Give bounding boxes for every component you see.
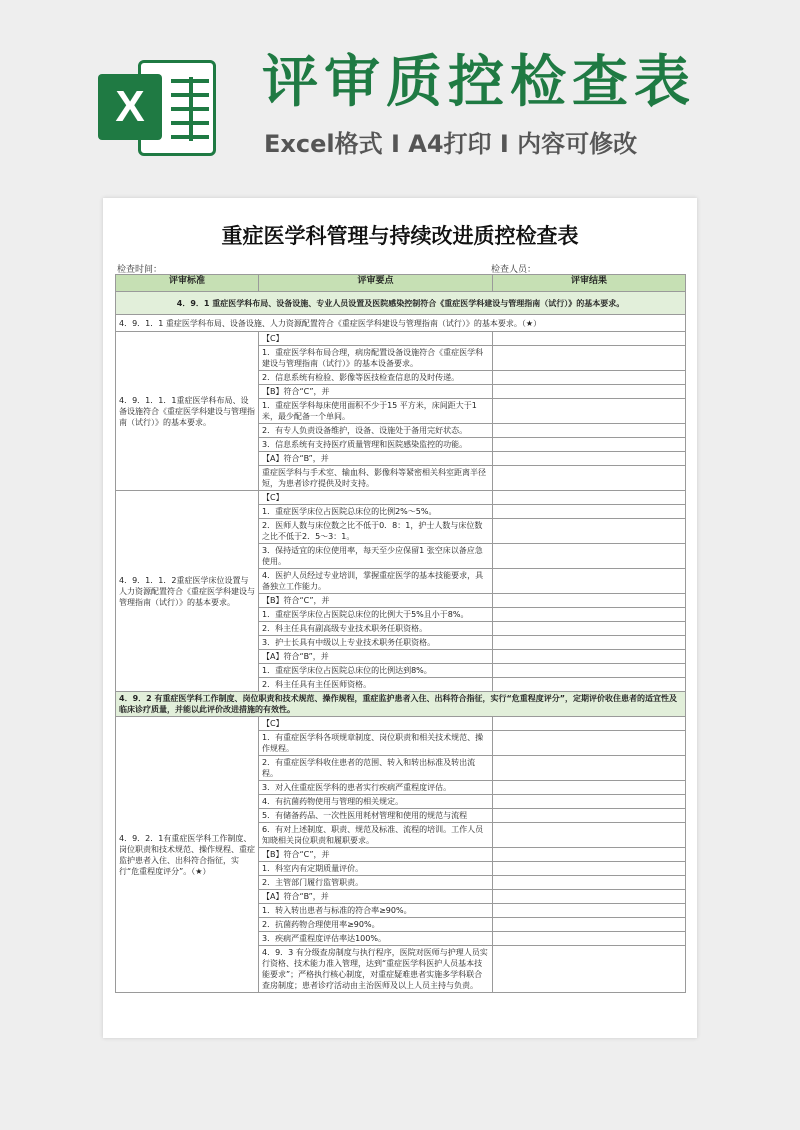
check-time-label: 检查时间： — [117, 265, 163, 275]
document-title: 重症医学科管理与持续改进质控检查表 — [221, 224, 579, 248]
result-cell[interactable] — [493, 678, 686, 692]
result-cell[interactable] — [493, 918, 686, 932]
result-cell[interactable] — [493, 862, 686, 876]
point-cell: 【B】符合“C”，并 — [259, 385, 493, 399]
result-cell[interactable] — [493, 848, 686, 862]
point-cell: 重症医学科与手术室、输血科、影像科等紧密相关科室距离半径短，为患者诊疗提供及时支持。 — [259, 466, 493, 491]
result-cell[interactable] — [493, 809, 686, 823]
logo-letter: X — [98, 74, 162, 140]
subsection-heading: 4．9．1．1 重症医学科布局、设备设施、人力资源配置符合《重症医学科建设与管理指南（试行）》的基本要求。（★） — [116, 315, 686, 332]
result-cell[interactable] — [493, 385, 686, 399]
point-cell: 3．护士长具有中级以上专业技术职务任职资格。 — [259, 636, 493, 650]
point-cell: 【C】 — [259, 717, 493, 731]
banner — [0, 0, 800, 190]
section-row — [116, 692, 686, 717]
excel-logo-icon — [98, 52, 218, 164]
result-cell[interactable] — [493, 756, 686, 781]
table-row — [116, 332, 686, 346]
point-cell: 3．保持适宜的床位使用率，每天至少应保留1 张空床以备应急使用。 — [259, 544, 493, 569]
document-page — [103, 198, 697, 1038]
result-cell[interactable] — [493, 717, 686, 731]
point-cell: 【A】符合“B”，并 — [259, 890, 493, 904]
result-cell[interactable] — [493, 438, 686, 452]
point-cell: 1．重症医学床位占医院总床位的比例2%～5%。 — [259, 505, 493, 519]
result-cell[interactable] — [493, 876, 686, 890]
section-heading: 4．9．1 重症医学科布局、设备设施、专业人员设置及医院感染控制符合《重症医学科建设与管理指南（试行）》的基本要求。 — [116, 292, 686, 315]
point-cell: 6．有对上述制度、职责、规范及标准、流程的培训。工作人员知晓相关岗位职责和履职要求。 — [259, 823, 493, 848]
section-heading: 4．9．2 有重症医学科工作制度、岗位职责和技术规范、操作规程，重症监护患者入住、出科符合指征，实行“危重程度评分”，定期评价收住患者的适宜性及临床诊疗质量，并能以此评价改进措施的有效性。 — [116, 692, 686, 717]
point-cell: 2．科主任具有副高级专业技术职务任职资格。 — [259, 622, 493, 636]
point-cell: 5．有储备药品、一次性医用耗材管理和使用的规范与流程 — [259, 809, 493, 823]
result-cell[interactable] — [493, 781, 686, 795]
column-header: 评审要点 — [259, 275, 493, 292]
column-header: 评审结果 — [493, 275, 686, 292]
point-cell: 2．科主任具有主任医师资格。 — [259, 678, 493, 692]
point-cell: 2．信息系统有检验、影像等医技检查信息的及时传递。 — [259, 371, 493, 385]
result-cell[interactable] — [493, 890, 686, 904]
point-cell: 【B】符合“C”，并 — [259, 594, 493, 608]
point-cell: 1．重症医学科每床使用面积不少于15 平方米，床间距大于1米，最少配备一个单间。 — [259, 399, 493, 424]
result-cell[interactable] — [493, 466, 686, 491]
table-body — [116, 292, 686, 993]
result-cell[interactable] — [493, 731, 686, 756]
result-cell[interactable] — [493, 519, 686, 544]
result-cell[interactable] — [493, 650, 686, 664]
criterion-cell: 4．9．2．1有重症医学科工作制度、岗位职责和技术规范、操作规程、重症监护患者入住、出科符合指征，实行“危重程度评分”。（★） — [116, 717, 259, 993]
result-cell[interactable] — [493, 544, 686, 569]
point-cell: 2．有专人负责设备维护，设备、设施处于备用完好状态。 — [259, 424, 493, 438]
inspector-label: 检查人员： — [491, 265, 537, 275]
point-cell: 3．疾病严重程度评估率达100%。 — [259, 932, 493, 946]
section-row — [116, 292, 686, 315]
result-cell[interactable] — [493, 636, 686, 650]
result-cell[interactable] — [493, 795, 686, 809]
point-cell: 【C】 — [259, 332, 493, 346]
point-cell: 【A】符合“B”，并 — [259, 650, 493, 664]
result-cell[interactable] — [493, 594, 686, 608]
inspection-table — [115, 274, 686, 993]
result-cell[interactable] — [493, 622, 686, 636]
result-cell[interactable] — [493, 946, 686, 993]
banner-subtitle: Excel格式 I A4打印 I 内容可修改 — [264, 130, 638, 158]
result-cell[interactable] — [493, 608, 686, 622]
result-cell[interactable] — [493, 346, 686, 371]
point-cell: 【B】符合“C”，并 — [259, 848, 493, 862]
point-cell: 【A】符合“B”，并 — [259, 452, 493, 466]
point-cell: 2．抗菌药物合理使用率≥90%。 — [259, 918, 493, 932]
result-cell[interactable] — [493, 491, 686, 505]
result-cell[interactable] — [493, 452, 686, 466]
result-cell[interactable] — [493, 932, 686, 946]
result-cell[interactable] — [493, 332, 686, 346]
point-cell: 2．医师人数与床位数之比不低于0．8：1，护士人数与床位数之比不低于2．5～3：1。 — [259, 519, 493, 544]
point-cell: 1．科室内有定期质量评价。 — [259, 862, 493, 876]
point-cell: 4．医护人员经过专业培训，掌握重症医学的基本技能要求，具备独立工作能力。 — [259, 569, 493, 594]
point-cell: 1．重症医学科布局合理，病房配置设备设施符合《重症医学科建设与管理指南（试行）》的基本设备要求。 — [259, 346, 493, 371]
result-cell[interactable] — [493, 904, 686, 918]
point-cell: 4．9．3 有分级查房制度与执行程序，医院对医师与护理人员实行资格、技术能力准入管理，达到“重症医学科医护人员基本技能要求”；严格执行核心制度，对重症疑难患者实施多学科联合查房制度；患者诊疗活动由主治医师及以上人员主持与负责。 — [259, 946, 493, 993]
table-row — [116, 717, 686, 731]
point-cell: 2．主管部门履行监管职责。 — [259, 876, 493, 890]
result-cell[interactable] — [493, 424, 686, 438]
point-cell: 1．转入转出患者与标准的符合率≥90%。 — [259, 904, 493, 918]
result-cell[interactable] — [493, 823, 686, 848]
subsection-row — [116, 315, 686, 332]
header-row — [116, 275, 686, 292]
banner-title: 评审质控检查表 — [262, 50, 696, 115]
result-cell[interactable] — [493, 505, 686, 519]
result-cell[interactable] — [493, 569, 686, 594]
criterion-cell: 4．9．1．1．2重症医学床位设置与人力资源配置符合《重症医学科建设与管理指南（试行）》的基本要求。 — [116, 491, 259, 692]
result-cell[interactable] — [493, 371, 686, 385]
point-cell: 3．对入住重症医学科的患者实行疾病严重程度评估。 — [259, 781, 493, 795]
column-header: 评审标准 — [116, 275, 259, 292]
point-cell: 【C】 — [259, 491, 493, 505]
criterion-cell: 4．9．1．1．1重症医学科布局、设备设施符合《重症医学科建设与管理指南（试行）》的基本要求。 — [116, 332, 259, 491]
point-cell: 2．有重症医学科收住患者的范围、转入和转出标准及转出流程。 — [259, 756, 493, 781]
table-row — [116, 491, 686, 505]
point-cell: 3．信息系统有支持医疗质量管理和医院感染监控的功能。 — [259, 438, 493, 452]
point-cell: 1．重症医学床位占医院总床位的比例大于5%且小于8%。 — [259, 608, 493, 622]
result-cell[interactable] — [493, 664, 686, 678]
point-cell: 4．有抗菌药物使用与管理的相关规定。 — [259, 795, 493, 809]
point-cell: 1．重症医学床位占医院总床位的比例达到8%。 — [259, 664, 493, 678]
point-cell: 1．有重症医学科各项规章制度、岗位职责和相关技术规范、操作规程。 — [259, 731, 493, 756]
result-cell[interactable] — [493, 399, 686, 424]
